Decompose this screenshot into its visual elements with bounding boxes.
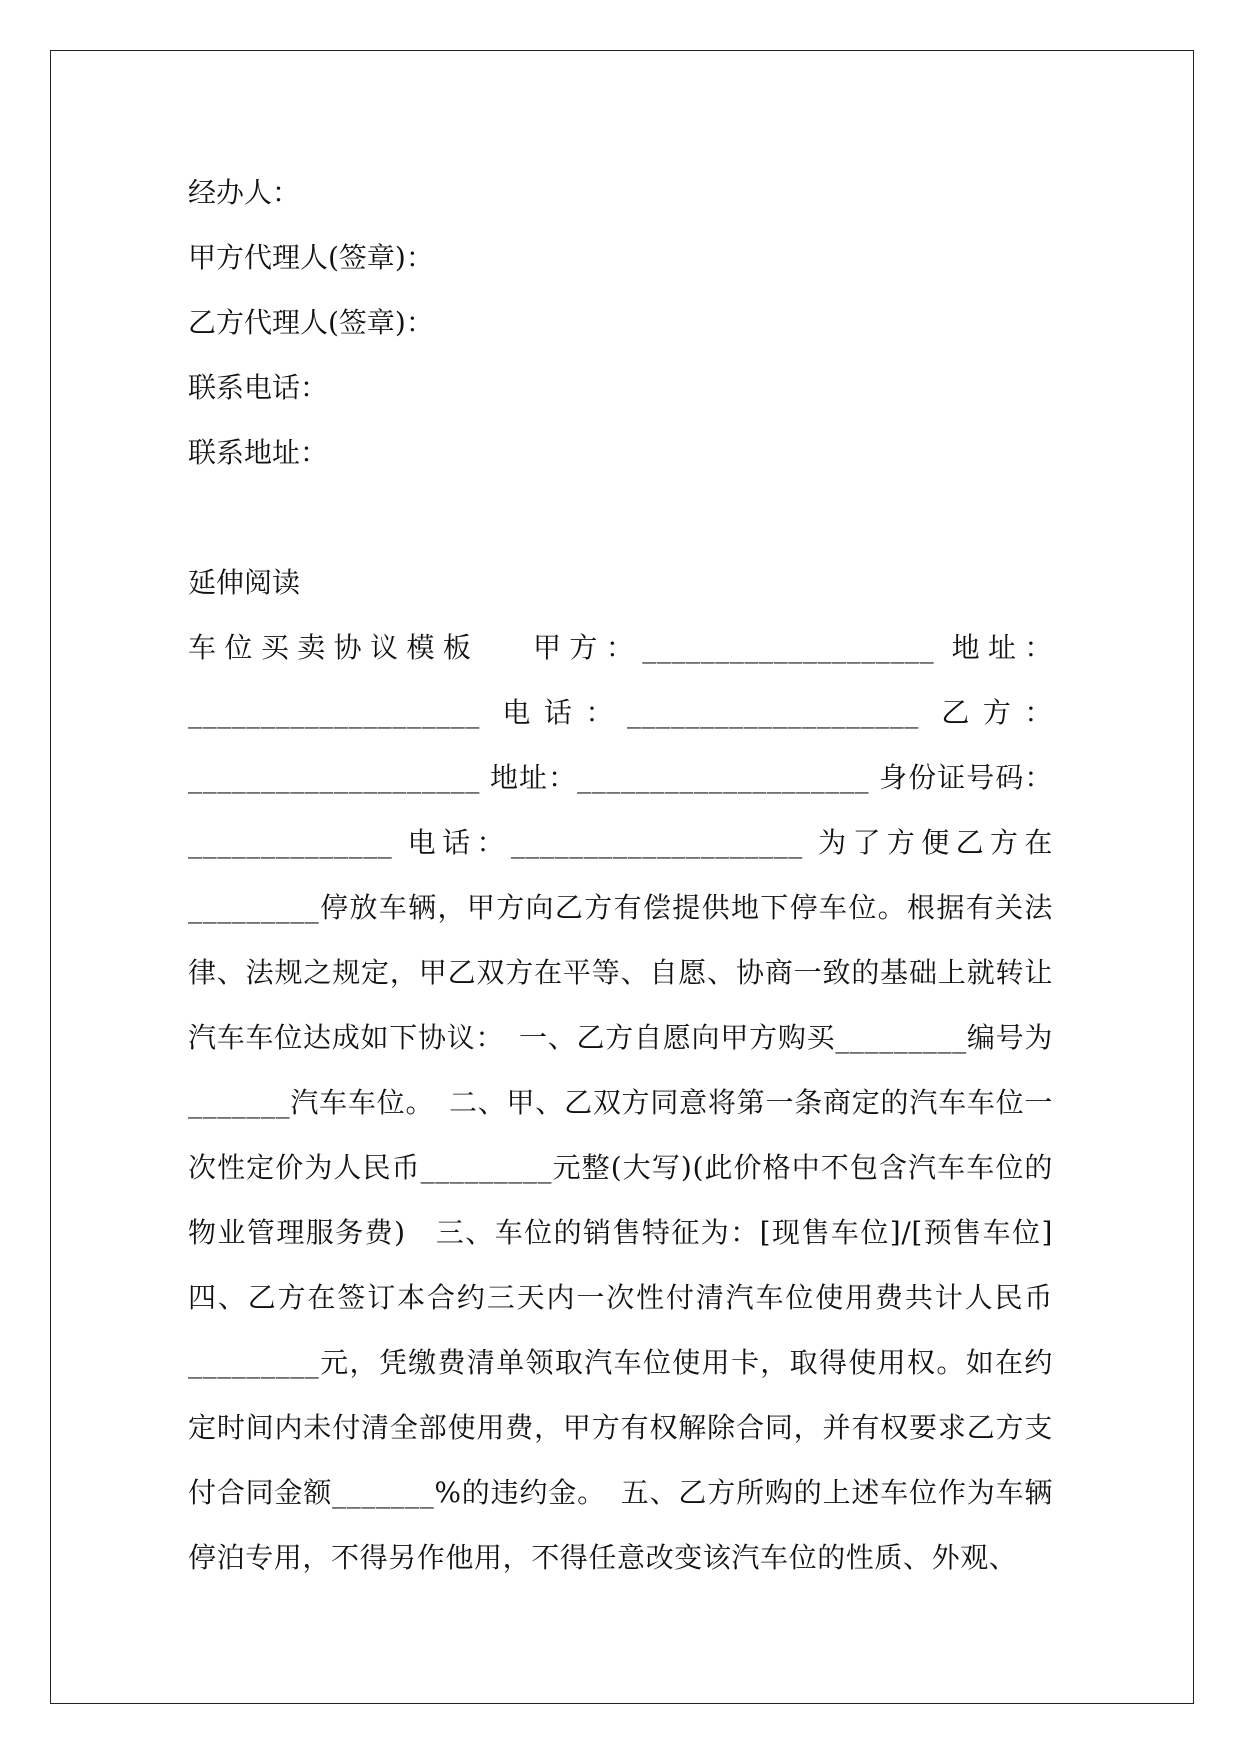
contact-address-label: 联系地址： <box>188 436 329 469</box>
section-spacer <box>188 485 1053 550</box>
handler-label: 经办人： <box>188 176 301 209</box>
contact-phone-label: 联系电话： <box>188 371 329 404</box>
extended-reading-body: 车位买卖协议模板 甲方：____________________ 地址：____________________ 电话：____________________ 乙方：____________________ 地址：____________________ 身份证号码：______________ 电话：____________________ 为了方便乙方在_________停放车辆，甲方向乙方有偿提供地下停车位。根据有关法律、法规之规定，甲乙双方在平等、自愿、协商一致的基础上就转让汽车车位达成如下协议： 一、乙方自愿向甲方购买_________编号为_______汽车车位。 二、甲、乙双方同意将第一条商定的汽车车位一次性定价为人民币_________元整(大写)(此价格中不包含汽车车位的物业管理服务费) 三、车位的销售特征为：[现售车位]/[预售车位] 四、乙方在签订本合约三天内一次性付清汽车位使用费共计人民币_________元，凭缴费清单领取汽车位使用卡，取得使用权。如在约定时间内未付清全部使用费，甲方有权解除合同，并有权要求乙方支付合同金额_______%的违约金。 五、乙方所购的上述车位作为车辆停泊专用，不得另作他用，不得任意改变该汽车位的性质、外观、 <box>188 631 1082 1574</box>
party-a-agent-label: 甲方代理人(签章)： <box>188 241 434 274</box>
document-content <box>188 160 1082 1590</box>
extended-reading-heading: 延伸阅读 <box>188 566 301 599</box>
party-b-agent-label: 乙方代理人(签章)： <box>188 306 434 339</box>
